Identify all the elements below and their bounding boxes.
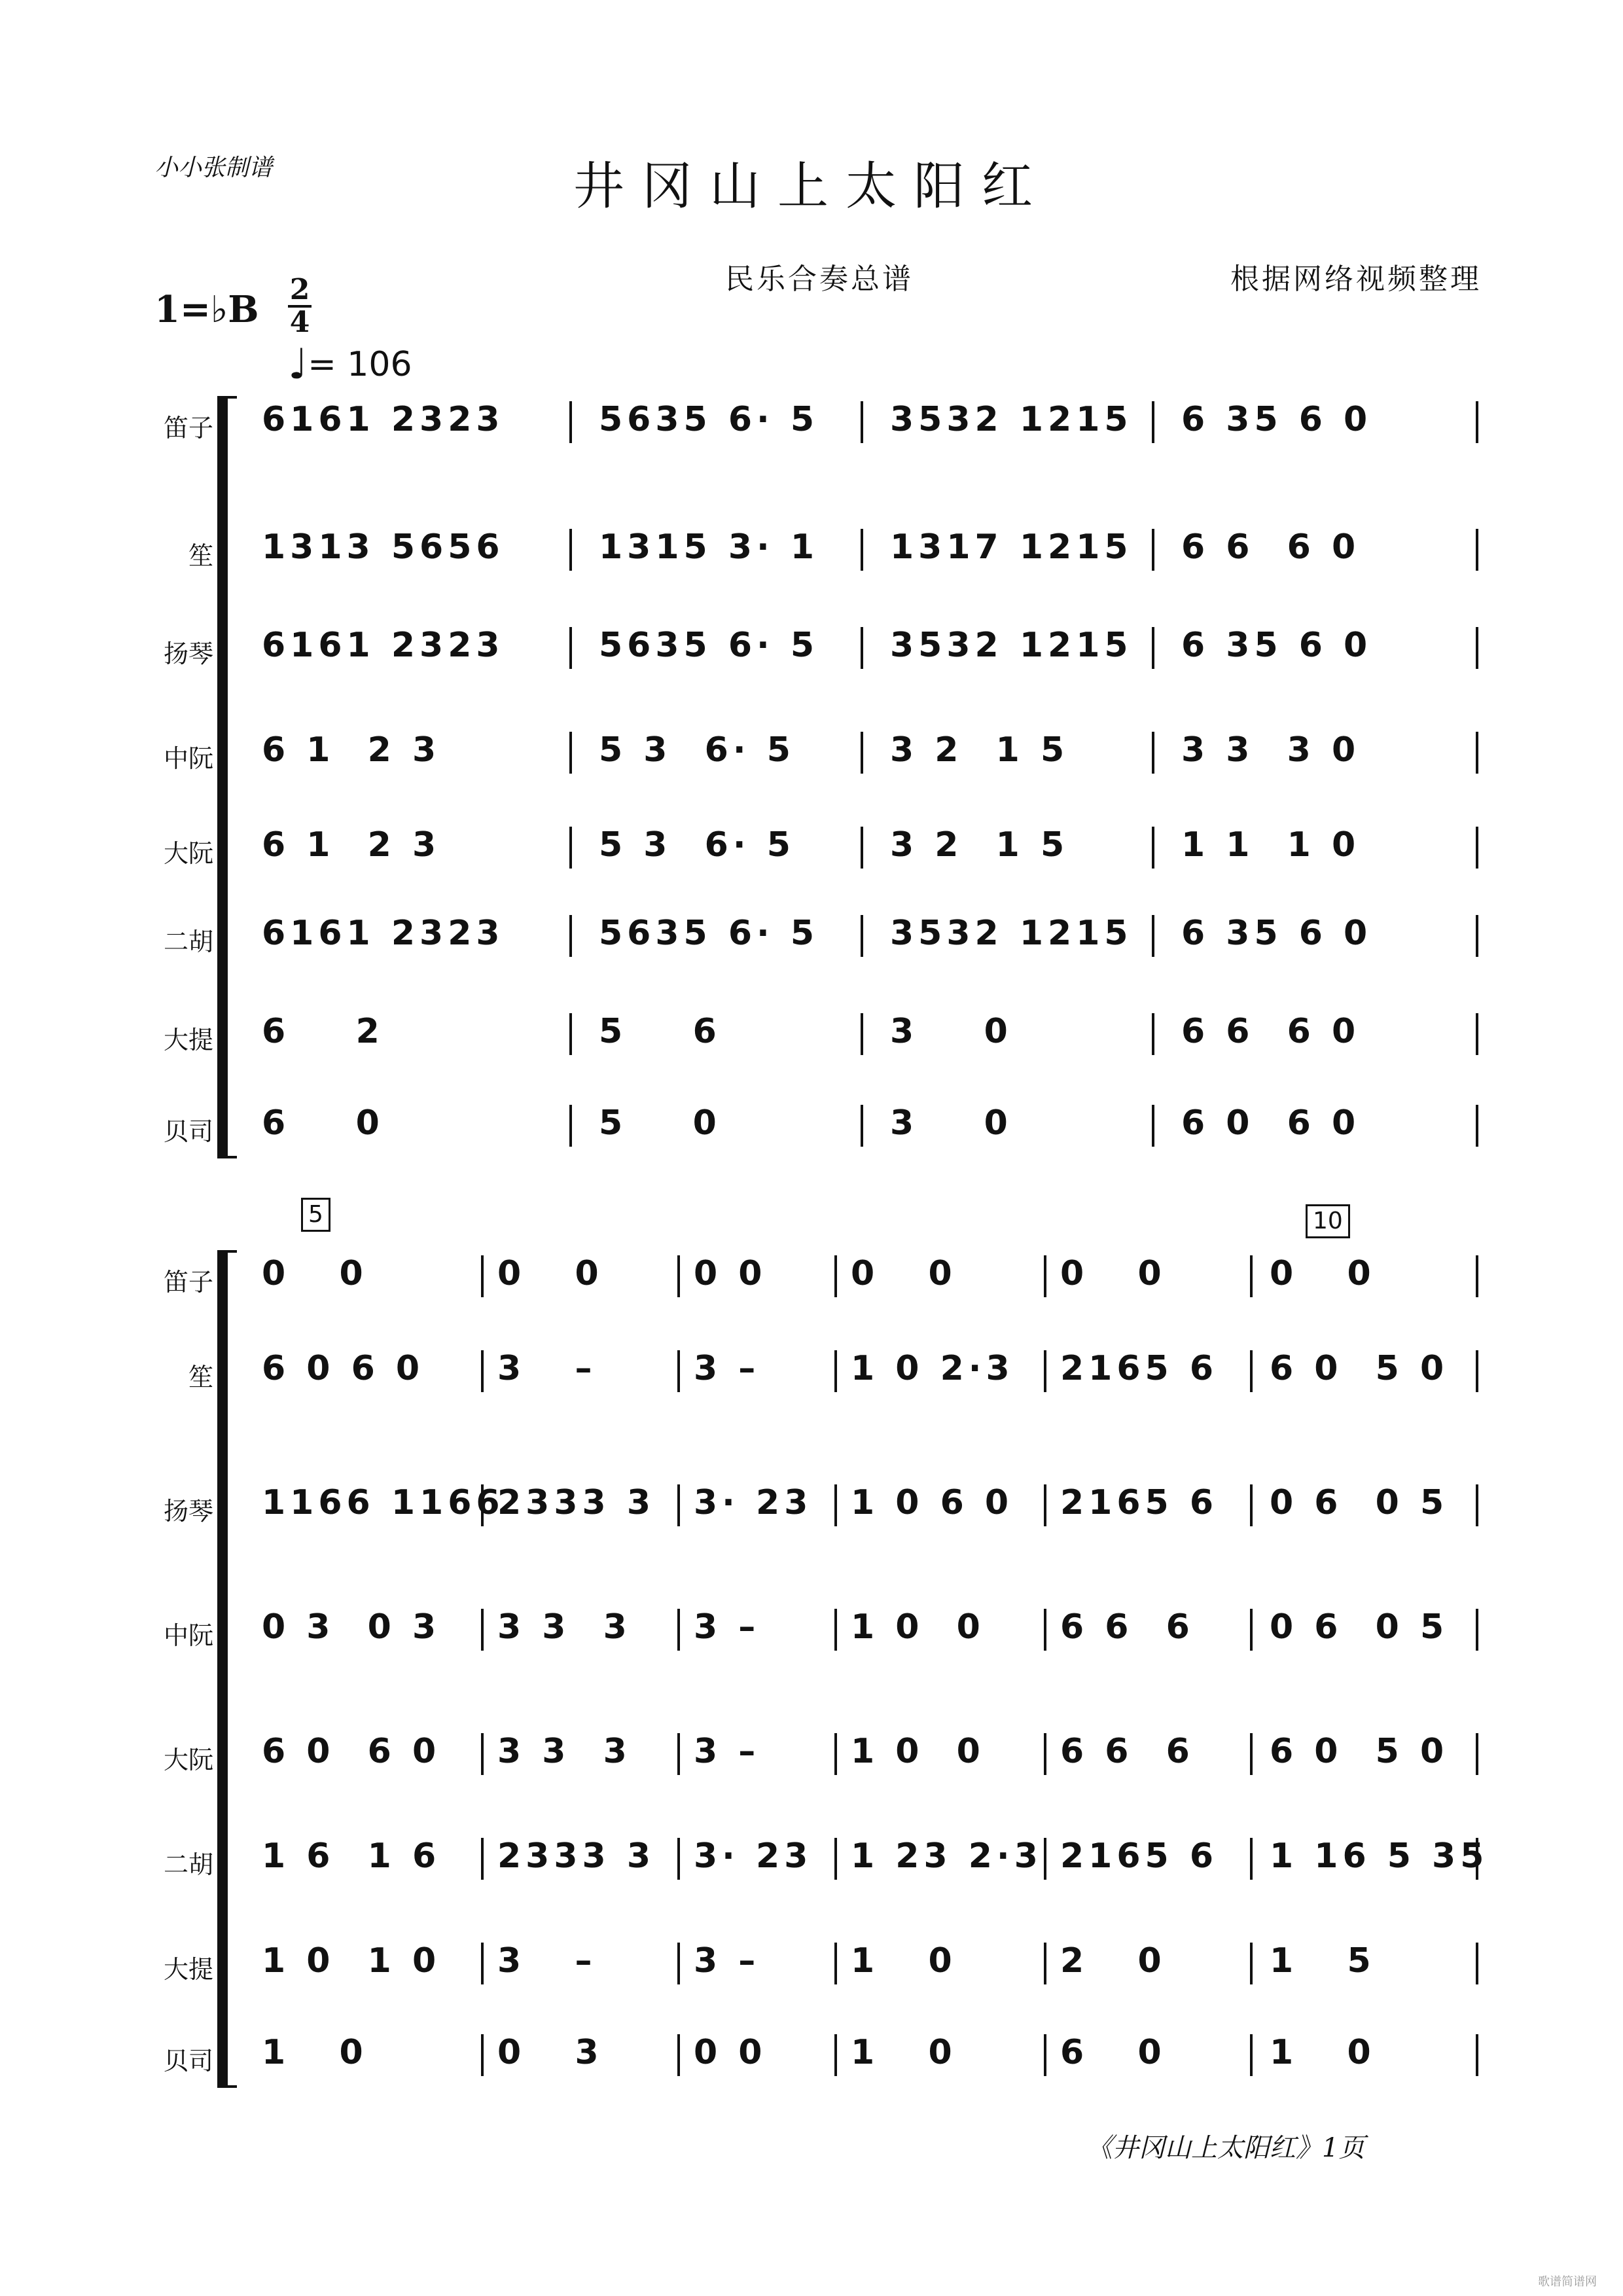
measure-cell: 3532 1215 xyxy=(890,626,1133,665)
system-bracket xyxy=(220,396,228,1158)
barline xyxy=(677,1484,680,1526)
barline xyxy=(834,1838,837,1880)
barline xyxy=(861,1105,863,1147)
measure-cell: 1317 1215 xyxy=(890,528,1133,567)
barline xyxy=(677,1255,680,1297)
key-label: 1=♭B xyxy=(154,288,259,331)
barline xyxy=(1476,732,1478,774)
barline xyxy=(861,401,863,443)
measure-cell: 2165 6 xyxy=(1060,1483,1219,1522)
barline xyxy=(834,1609,837,1651)
score-source: 根据网络视频整理 xyxy=(1230,262,1482,296)
measure-cell: 3532 1215 xyxy=(890,914,1133,953)
meter-top: 2 xyxy=(289,273,310,306)
barline xyxy=(677,1943,680,1984)
measure-cell: 3 – xyxy=(694,1941,760,1981)
measure-cell: 3 – xyxy=(694,1349,760,1388)
measure-cell: 0 0 xyxy=(262,1254,368,1293)
measure-cell: 6161 2323 xyxy=(262,914,505,953)
measure-cell: 0 0 xyxy=(1270,1254,1376,1293)
instrument-label: 贝司 xyxy=(163,1117,213,1146)
measure-cell: 0 0 xyxy=(851,1254,957,1293)
barline xyxy=(677,1733,680,1775)
measure-cell: 6161 2323 xyxy=(262,400,505,439)
barline xyxy=(1250,1838,1253,1880)
measure-cell: 0 3 0 3 xyxy=(262,1607,441,1647)
measure-cell: 2333 3 xyxy=(497,1837,656,1876)
barline xyxy=(1152,827,1154,869)
barline xyxy=(1044,1838,1046,1880)
measure-cell: 3 – xyxy=(497,1349,597,1388)
measure-cell: 1 16 5 35 xyxy=(1270,1837,1489,1876)
measure-cell: 6161 2323 xyxy=(262,626,505,665)
measure-cell: 6 35 6 0 xyxy=(1181,914,1372,953)
measure-cell: 3 – xyxy=(497,1941,597,1981)
measure-cell: 3 3 3 xyxy=(497,1732,632,1771)
barline xyxy=(1476,915,1478,957)
measure-cell: 1 5 xyxy=(1270,1941,1376,1981)
instrument-label: 二胡 xyxy=(163,1850,213,1879)
measure-cell: 1 1 1 0 xyxy=(1181,825,1361,865)
time-signature xyxy=(285,275,314,338)
system-bracket-line xyxy=(217,1250,220,2088)
measure-cell: 2165 6 xyxy=(1060,1349,1219,1388)
measure-cell: 0 6 0 5 xyxy=(1270,1607,1449,1647)
quarter-note-icon: ♩ xyxy=(288,340,308,389)
measure-cell: 3 2 1 5 xyxy=(890,730,1069,770)
measure-cell: 6 2 xyxy=(262,1012,384,1051)
barline xyxy=(481,1943,484,1984)
measure-cell: 3 2 1 5 xyxy=(890,825,1069,865)
barline xyxy=(834,1733,837,1775)
barline xyxy=(1250,1609,1253,1651)
measure-cell: 5 3 6· 5 xyxy=(599,730,795,770)
barline xyxy=(1476,1484,1478,1526)
score-subtitle: 民乐合奏总谱 xyxy=(725,262,914,296)
barline xyxy=(1152,627,1154,669)
measure-cell: 1 6 1 6 xyxy=(262,1837,441,1876)
barline xyxy=(1476,1350,1478,1392)
barline xyxy=(1476,1105,1478,1147)
measure-cell: 6 0 5 0 xyxy=(1270,1349,1449,1388)
instrument-label: 大阮 xyxy=(163,1746,213,1774)
tempo-mark xyxy=(288,340,412,389)
barline xyxy=(569,732,572,774)
barline xyxy=(1476,1943,1478,1984)
measure-cell: 6 6 6 xyxy=(1060,1732,1194,1771)
measure-cell: 0 0 xyxy=(694,1254,767,1293)
measure-cell: 6 0 6 0 xyxy=(262,1349,425,1388)
instrument-label: 笛子 xyxy=(163,414,213,442)
barline xyxy=(1152,1013,1154,1055)
measure-cell: 5635 6· 5 xyxy=(599,914,819,953)
barline xyxy=(834,1484,837,1526)
measure-cell: 3532 1215 xyxy=(890,400,1133,439)
instrument-label: 扬琴 xyxy=(163,1497,213,1526)
barline xyxy=(1250,1943,1253,1984)
measure-cell: 2165 6 xyxy=(1060,1837,1219,1876)
barline xyxy=(1250,1733,1253,1775)
measure-cell: 2333 3 xyxy=(497,1483,656,1522)
measure-cell: 5 6 xyxy=(599,1012,721,1051)
measure-cell: 6 35 6 0 xyxy=(1181,400,1372,439)
barline xyxy=(677,1609,680,1651)
instrument-label: 笙 xyxy=(188,541,213,570)
measure-cell: 6 0 6 0 xyxy=(262,1732,441,1771)
instrument-label: 大提 xyxy=(163,1955,213,1984)
measure-cell: 0 0 xyxy=(1060,1254,1166,1293)
barline xyxy=(1044,1733,1046,1775)
instrument-label: 贝司 xyxy=(163,2047,213,2075)
measure-cell: 1315 3· 1 xyxy=(599,528,819,567)
barline xyxy=(1476,1733,1478,1775)
watermark: 歌谱简谱网 xyxy=(1538,2275,1597,2289)
instrument-label: 笙 xyxy=(188,1363,213,1391)
measure-cell: 1 0 xyxy=(1270,2033,1376,2072)
measure-cell: 1 0 0 xyxy=(851,1732,985,1771)
barline xyxy=(677,1350,680,1392)
measure-cell: 1 0 xyxy=(262,2033,368,2072)
bracket-hook-top xyxy=(220,396,237,399)
barline xyxy=(1250,2034,1253,2076)
barline xyxy=(1044,1350,1046,1392)
measure-cell: 1 0 6 0 xyxy=(851,1483,1014,1522)
instrument-label: 大阮 xyxy=(163,839,213,868)
measure-cell: 1 0 1 0 xyxy=(262,1941,441,1981)
bracket-hook-bottom xyxy=(220,1156,237,1158)
measure-cell: 6 6 6 xyxy=(1060,1607,1194,1647)
barline xyxy=(1476,827,1478,869)
measure-cell: 3 3 3 0 xyxy=(1181,730,1361,770)
measure-cell: 6 1 2 3 xyxy=(262,825,441,865)
barline xyxy=(481,2034,484,2076)
instrument-label: 二胡 xyxy=(163,927,213,956)
barline xyxy=(1152,401,1154,443)
bracket-hook-top xyxy=(220,1250,237,1253)
barline xyxy=(1250,1255,1253,1297)
measure-cell: 6 0 5 0 xyxy=(1270,1732,1449,1771)
barline xyxy=(1044,1609,1046,1651)
measure-cell: 6 6 6 0 xyxy=(1181,1012,1361,1051)
measure-cell: 5635 6· 5 xyxy=(599,626,819,665)
measure-cell: 0 0 xyxy=(694,2033,767,2072)
barline xyxy=(569,915,572,957)
barline xyxy=(481,1609,484,1651)
measure-cell: 5 0 xyxy=(599,1103,721,1143)
barline xyxy=(861,827,863,869)
measure-cell: 3 – xyxy=(694,1607,760,1647)
measure-cell: 1 0 xyxy=(851,2033,957,2072)
barline xyxy=(1152,915,1154,957)
measure-cell: 6 1 2 3 xyxy=(262,730,441,770)
measure-cell: 3 3 3 xyxy=(497,1607,632,1647)
barline xyxy=(1476,1255,1478,1297)
measure-cell: 1 0 2·3 xyxy=(851,1349,1014,1388)
measure-cell: 6 35 6 0 xyxy=(1181,626,1372,665)
barline xyxy=(1476,1013,1478,1055)
meter-bottom: 4 xyxy=(289,306,310,339)
system-bracket-line xyxy=(217,396,220,1158)
measure-cell: 1313 5656 xyxy=(262,528,505,567)
barline xyxy=(834,1943,837,1984)
barline xyxy=(1250,1350,1253,1392)
instrument-label: 扬琴 xyxy=(163,639,213,668)
measure-cell: 0 6 0 5 xyxy=(1270,1483,1449,1522)
barline xyxy=(1476,401,1478,443)
barline xyxy=(677,1838,680,1880)
instrument-label: 大提 xyxy=(163,1026,213,1054)
barline xyxy=(1044,1255,1046,1297)
barline xyxy=(1476,627,1478,669)
barline xyxy=(569,529,572,571)
bracket-hook-bottom xyxy=(220,2085,237,2088)
measure-cell: 1166 1166 xyxy=(262,1483,505,1522)
measure-cell: 3 – xyxy=(694,1732,760,1771)
measure-cell: 6 0 xyxy=(262,1103,384,1143)
measure-cell: 1 0 0 xyxy=(851,1607,985,1647)
barline xyxy=(861,732,863,774)
barline xyxy=(861,915,863,957)
barline xyxy=(569,827,572,869)
system-bracket xyxy=(220,1250,228,2088)
barline xyxy=(481,1255,484,1297)
score-maker: 小小张制谱 xyxy=(154,154,273,181)
page-footer: 《井冈山上太阳红》1页 xyxy=(1086,2133,1365,2163)
barline xyxy=(1152,732,1154,774)
barline xyxy=(1476,2034,1478,2076)
barline xyxy=(1152,529,1154,571)
measure-cell: 6 0 xyxy=(1060,2033,1166,2072)
barline xyxy=(1044,2034,1046,2076)
instrument-label: 笛子 xyxy=(163,1268,213,1297)
barline xyxy=(677,2034,680,2076)
rehearsal-mark: 10 xyxy=(1306,1204,1350,1238)
barline xyxy=(1044,1943,1046,1984)
measure-cell: 3 0 xyxy=(890,1103,1012,1143)
barline xyxy=(481,1838,484,1880)
measure-cell: 5635 6· 5 xyxy=(599,400,819,439)
measure-cell: 0 3 xyxy=(497,2033,603,2072)
barline xyxy=(481,1350,484,1392)
barline xyxy=(569,1013,572,1055)
barline xyxy=(861,529,863,571)
barline xyxy=(1476,1609,1478,1651)
measure-cell: 3· 23 xyxy=(694,1483,813,1522)
measure-cell: 6 0 6 0 xyxy=(1181,1103,1361,1143)
barline xyxy=(1044,1484,1046,1526)
measure-cell: 3· 23 xyxy=(694,1837,813,1876)
measure-cell: 1 0 xyxy=(851,1941,957,1981)
barline xyxy=(834,1255,837,1297)
barline xyxy=(861,627,863,669)
barline xyxy=(569,401,572,443)
score-title: 井冈山上太阳红 xyxy=(573,157,1050,216)
instrument-label: 中阮 xyxy=(163,1621,213,1650)
barline xyxy=(834,2034,837,2076)
barline xyxy=(481,1733,484,1775)
measure-cell: 6 6 6 0 xyxy=(1181,528,1361,567)
barline xyxy=(1250,1484,1253,1526)
barline xyxy=(861,1013,863,1055)
key-signature xyxy=(154,288,259,331)
measure-cell: 5 3 6· 5 xyxy=(599,825,795,865)
measure-cell: 1 23 2·3 xyxy=(851,1837,1043,1876)
barline xyxy=(569,1105,572,1147)
instrument-label: 中阮 xyxy=(163,744,213,773)
measure-cell: 3 0 xyxy=(890,1012,1012,1051)
barline xyxy=(1152,1105,1154,1147)
barline xyxy=(834,1350,837,1392)
barline xyxy=(1476,529,1478,571)
measure-cell: 2 0 xyxy=(1060,1941,1166,1981)
barline xyxy=(569,627,572,669)
tempo-value: = 106 xyxy=(308,345,412,384)
rehearsal-mark: 5 xyxy=(301,1198,330,1232)
measure-cell: 0 0 xyxy=(497,1254,603,1293)
